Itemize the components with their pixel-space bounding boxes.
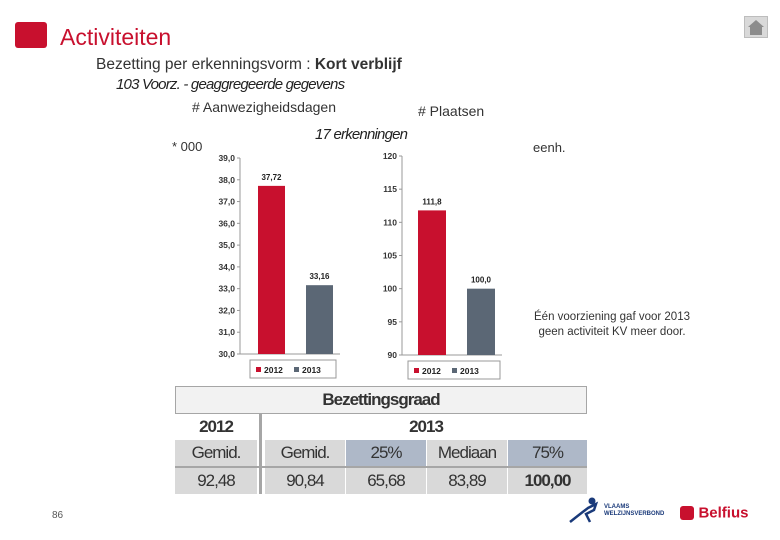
header-mediaan: Mediaan: [427, 440, 507, 466]
y-tick-label: 115: [383, 184, 397, 195]
y-tick-label: 100: [382, 283, 397, 294]
legend-swatch: [294, 367, 299, 372]
y-tick-label: 37,0: [218, 196, 235, 207]
chart-note: Één voorziening gaf voor 2013 geen activiteit KV meer door.: [534, 311, 690, 338]
y-tick-label: 35,0: [218, 240, 235, 251]
header-p75: 75%: [508, 440, 587, 466]
page-title: Activiteiten: [60, 24, 172, 50]
table-separator: [259, 414, 262, 494]
bezettingsgraad-table: [175, 386, 587, 494]
header-p25: 25%: [346, 440, 426, 466]
y-tick-label: 30,0: [218, 349, 235, 359]
y-tick-label: 39,0: [218, 153, 235, 163]
y-tick-label: 110: [383, 217, 397, 228]
legend-swatch: [256, 367, 261, 372]
unit-right: eenh.: [533, 140, 566, 155]
subtitle: [96, 56, 402, 74]
bar-2013: [467, 289, 495, 355]
label-erkenningen: 17 erkenningen: [315, 126, 408, 143]
figure-icon: [568, 496, 602, 526]
value-p25: 65,68: [346, 468, 426, 494]
year-2013: 2013: [409, 417, 443, 436]
y-tick-label: 33,0: [218, 283, 235, 294]
legend-swatch: [414, 368, 419, 373]
bar-value-label: 33,16: [309, 272, 330, 282]
legend: [250, 360, 336, 378]
legend-swatch: [452, 368, 457, 373]
subtitle-prefix: Bezetting per erkenningsvorm :: [96, 56, 315, 73]
y-tick-label: 38,0: [218, 174, 235, 185]
bar-2013: [306, 285, 333, 354]
subtitle-aggregated: 103 Voorz. - geaggregeerde gegevens: [116, 76, 345, 93]
table-divider: [175, 466, 587, 468]
value-gemid-2012: 92,48: [175, 468, 257, 494]
belfius-mark-icon: [680, 506, 694, 520]
legend-label: 2012: [422, 366, 441, 376]
table-title: Bezettingsgraad: [175, 386, 587, 414]
bar-2012: [258, 186, 285, 354]
bar-value-label: 111,8: [422, 197, 442, 207]
value-p75: 100,00: [508, 468, 587, 494]
chart-plaatsen: [378, 148, 508, 382]
y-tick-label: 31,0: [218, 327, 235, 338]
subtitle-bold: Kort verblijf: [314, 56, 402, 73]
header-gemid-2012: Gemid.: [175, 440, 257, 466]
unit-left: * 000: [172, 139, 203, 154]
belfius-logo: [680, 504, 748, 522]
home-button[interactable]: [744, 16, 768, 38]
label-plaatsen: # Plaatsen: [418, 103, 485, 119]
bar-2012: [418, 210, 446, 355]
label-aanwezigheidsdagen: # Aanwezigheidsdagen: [192, 99, 337, 115]
legend-label: 2012: [264, 365, 283, 375]
value-gemid-2013: 90,84: [265, 468, 345, 494]
bar-value-label: 37,72: [261, 172, 282, 182]
legend-label: 2013: [460, 366, 479, 376]
title-marker: [15, 22, 47, 48]
y-tick-label: 36,0: [218, 218, 235, 229]
y-tick-label: 32,0: [218, 305, 235, 316]
vlaams-welzijnsverbond-logo: [568, 496, 668, 526]
legend-label: 2013: [302, 365, 321, 375]
value-mediaan: 83,89: [427, 468, 507, 494]
y-tick-label: 95: [387, 316, 397, 327]
chart-aanwezigheidsdagen: [212, 150, 347, 382]
y-tick-label: 34,0: [218, 261, 235, 272]
bar-value-label: 100,0: [470, 275, 492, 285]
home-icon: [745, 17, 767, 37]
y-tick-label: 120: [382, 151, 397, 161]
vlaams-logo-text: VLAAMS WELZIJNSVERBOND: [604, 504, 665, 517]
y-tick-label: 105: [382, 250, 397, 261]
belfius-logo-text: Belfius: [698, 504, 749, 522]
y-tick-label: 90: [387, 350, 397, 360]
year-2012: 2012: [199, 417, 233, 436]
page-number: 86: [52, 510, 64, 521]
header-gemid-2013: Gemid.: [265, 440, 345, 466]
